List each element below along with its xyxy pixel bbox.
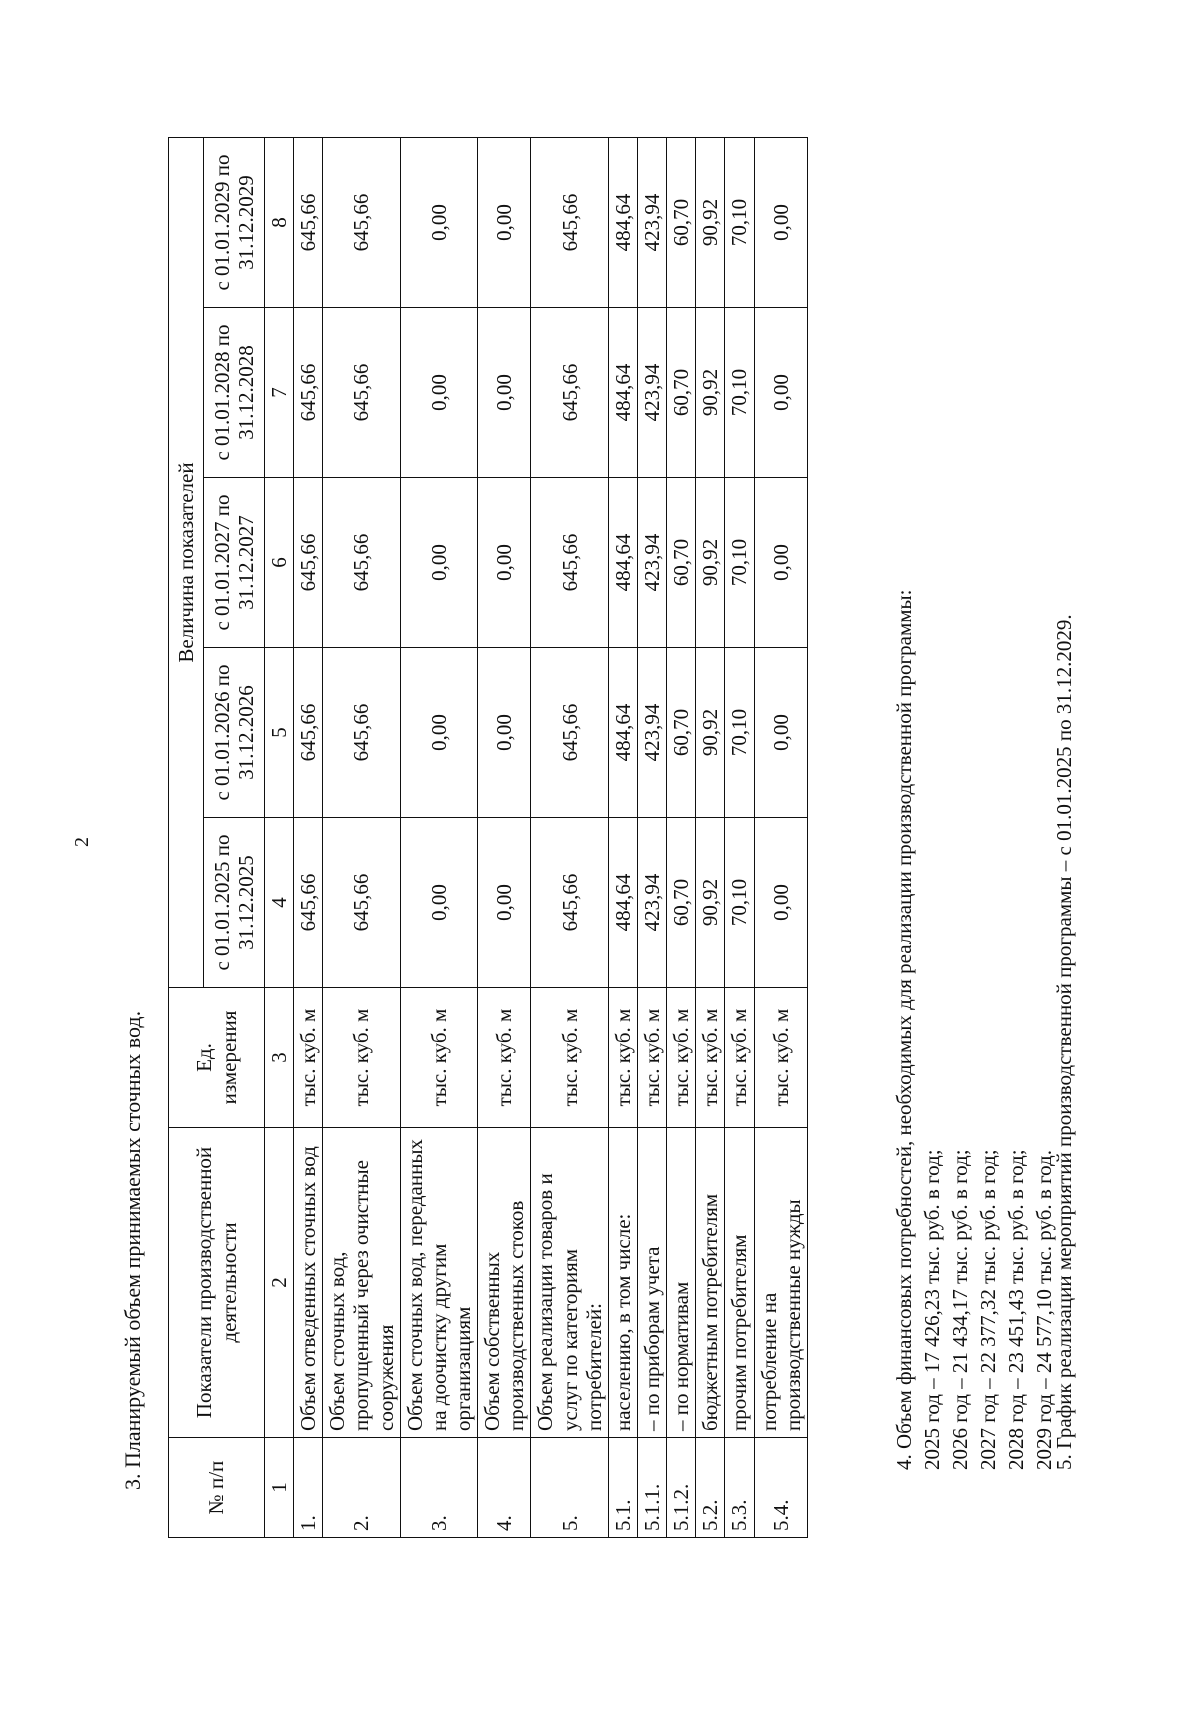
table-row [696, 137, 725, 1537]
row-value: 645,66 [531, 308, 608, 478]
row-value: 645,66 [294, 648, 323, 818]
row-value: 0,00 [754, 137, 807, 307]
row-value: 484,64 [608, 137, 637, 307]
section-5-schedule: 5. График реализации мероприятий производственной программы – с 01.01.2025 по 31.12.2029. [1052, 614, 1076, 1470]
row-value: 60,70 [667, 308, 696, 478]
row-value: 0,00 [478, 478, 531, 648]
header-period: с 01.01.2027 по 31.12.2027 [204, 478, 265, 648]
col-number: 1 [265, 1438, 294, 1538]
header-unit: Ед. измерения [169, 988, 265, 1128]
row-value: 70,10 [725, 478, 754, 648]
row-value: 0,00 [478, 818, 531, 988]
financial-line-2025: 2025 год – 17 426,23 тыс. руб. в год; [920, 1149, 944, 1470]
row-value: 423,94 [637, 137, 666, 307]
row-value: 0,00 [400, 818, 477, 988]
row-unit: тыс. куб. м [478, 988, 531, 1128]
row-name: – по приборам учета [637, 1128, 666, 1438]
row-value: 90,92 [696, 818, 725, 988]
row-num: 4. [478, 1438, 531, 1538]
row-value: 423,94 [637, 818, 666, 988]
row-value: 0,00 [400, 478, 477, 648]
table-row [608, 137, 637, 1537]
row-value: 0,00 [754, 478, 807, 648]
row-num: 5. [531, 1438, 608, 1538]
table-row [400, 137, 477, 1537]
row-unit: тыс. куб. м [323, 988, 400, 1128]
row-value: 645,66 [531, 648, 608, 818]
header-period: с 01.01.2026 по 31.12.2026 [204, 648, 265, 818]
header-group: Величина показателей [169, 137, 204, 987]
financial-line-2026: 2026 год – 21 434,17 тыс. руб. в год; [948, 1149, 972, 1470]
row-num: 5.2. [696, 1438, 725, 1538]
row-value: 645,66 [531, 818, 608, 988]
table-row [478, 137, 531, 1537]
section-4-financial-needs [890, 590, 1058, 1470]
row-unit: тыс. куб. м [608, 988, 637, 1128]
row-value: 70,10 [725, 818, 754, 988]
row-value: 645,66 [323, 478, 400, 648]
header-period: с 01.01.2029 по 31.12.2029 [204, 137, 265, 307]
row-name: – по нормативам [667, 1128, 696, 1438]
row-value: 60,70 [667, 818, 696, 988]
row-value: 0,00 [400, 137, 477, 307]
col-number: 6 [265, 478, 294, 648]
row-value: 423,94 [637, 308, 666, 478]
row-num: 5.1. [608, 1438, 637, 1538]
row-name: Объем отведенных сточных вод [294, 1128, 323, 1438]
row-name: прочим потребителям [725, 1128, 754, 1438]
table-row [637, 137, 666, 1537]
table-row [754, 137, 807, 1537]
row-value: 0,00 [478, 308, 531, 478]
row-value: 0,00 [478, 137, 531, 307]
row-value: 645,66 [531, 478, 608, 648]
row-value: 645,66 [294, 818, 323, 988]
row-value: 484,64 [608, 648, 637, 818]
row-num: 5.3. [725, 1438, 754, 1538]
col-number: 8 [265, 137, 294, 307]
row-name: Объем собственных производственных стоков [478, 1128, 531, 1438]
row-value: 645,66 [531, 137, 608, 307]
row-value: 60,70 [667, 137, 696, 307]
header-indicator: Показатели производственной деятельности [169, 1128, 265, 1438]
row-name: потребление на производственные нужды [754, 1128, 807, 1438]
row-value: 484,64 [608, 478, 637, 648]
row-unit: тыс. куб. м [637, 988, 666, 1128]
row-value: 60,70 [667, 478, 696, 648]
row-value: 484,64 [608, 818, 637, 988]
row-value: 645,66 [323, 818, 400, 988]
row-unit: тыс. куб. м [400, 988, 477, 1128]
col-number: 3 [265, 988, 294, 1128]
row-name: Объем сточных вод, переданных на доочистку другим организациям [400, 1128, 477, 1438]
row-num: 3. [400, 1438, 477, 1538]
header-num: № п/п [169, 1438, 265, 1538]
col-number: 2 [265, 1128, 294, 1438]
row-unit: тыс. куб. м [294, 988, 323, 1128]
row-value: 645,66 [294, 137, 323, 307]
row-value: 0,00 [754, 648, 807, 818]
section-4-title: 4. Объем финансовых потребностей, необходимых для реализации производственной программы: [892, 589, 916, 1470]
page-number: 2 [71, 837, 93, 847]
row-unit: тыс. куб. м [531, 988, 608, 1128]
row-value: 0,00 [754, 818, 807, 988]
row-value: 90,92 [696, 137, 725, 307]
row-value: 645,66 [294, 308, 323, 478]
table-row [725, 137, 754, 1537]
row-value: 645,66 [323, 308, 400, 478]
row-value: 484,64 [608, 308, 637, 478]
row-num: 5.1.2. [667, 1438, 696, 1538]
row-value: 0,00 [478, 648, 531, 818]
row-name: Объем реализации товаров и услуг по категориям потребителей: [531, 1128, 608, 1438]
col-number: 5 [265, 648, 294, 818]
row-name: Объем сточных вод, пропущенный через очистные сооружения [323, 1128, 400, 1438]
table-row [294, 137, 323, 1537]
row-value: 645,66 [294, 478, 323, 648]
table-row [667, 137, 696, 1537]
row-num: 1. [294, 1438, 323, 1538]
row-num: 2. [323, 1438, 400, 1538]
header-period: с 01.01.2028 по 31.12.2028 [204, 308, 265, 478]
row-value: 90,92 [696, 478, 725, 648]
row-unit: тыс. куб. м [696, 988, 725, 1128]
row-value: 70,10 [725, 308, 754, 478]
header-period: с 01.01.2025 по 31.12.2025 [204, 818, 265, 988]
wastewater-table [168, 138, 808, 1538]
col-number: 4 [265, 818, 294, 988]
row-num: 5.4. [754, 1438, 807, 1538]
row-value: 645,66 [323, 137, 400, 307]
financial-line-2029: 2029 год – 24 577,10 тыс. руб. в год. [1032, 1150, 1056, 1470]
table-row [531, 137, 608, 1537]
col-number: 7 [265, 308, 294, 478]
row-value: 70,10 [725, 137, 754, 307]
row-name: бюджетным потребителям [696, 1128, 725, 1438]
section-3-title: 3. Планируемый объем принимаемых сточных вод. [120, 1010, 145, 1490]
row-value: 0,00 [754, 308, 807, 478]
row-value: 90,92 [696, 308, 725, 478]
row-value: 0,00 [400, 648, 477, 818]
row-value: 90,92 [696, 648, 725, 818]
row-value: 645,66 [323, 648, 400, 818]
row-unit: тыс. куб. м [667, 988, 696, 1128]
indicators-table [168, 137, 808, 1538]
row-num: 5.1.1. [637, 1438, 666, 1538]
financial-line-2027: 2027 год – 22 377,32 тыс. руб. в год; [976, 1149, 1000, 1470]
row-unit: тыс. куб. м [754, 988, 807, 1128]
table-row [323, 137, 400, 1537]
row-value: 423,94 [637, 478, 666, 648]
row-value: 60,70 [667, 648, 696, 818]
row-value: 423,94 [637, 648, 666, 818]
financial-line-2028: 2028 год – 23 451,43 тыс. руб. в год; [1004, 1149, 1028, 1470]
row-value: 70,10 [725, 648, 754, 818]
row-name: населению, в том числе: [608, 1128, 637, 1438]
row-value: 0,00 [400, 308, 477, 478]
page-content [100, 110, 1100, 1610]
row-unit: тыс. куб. м [725, 988, 754, 1128]
